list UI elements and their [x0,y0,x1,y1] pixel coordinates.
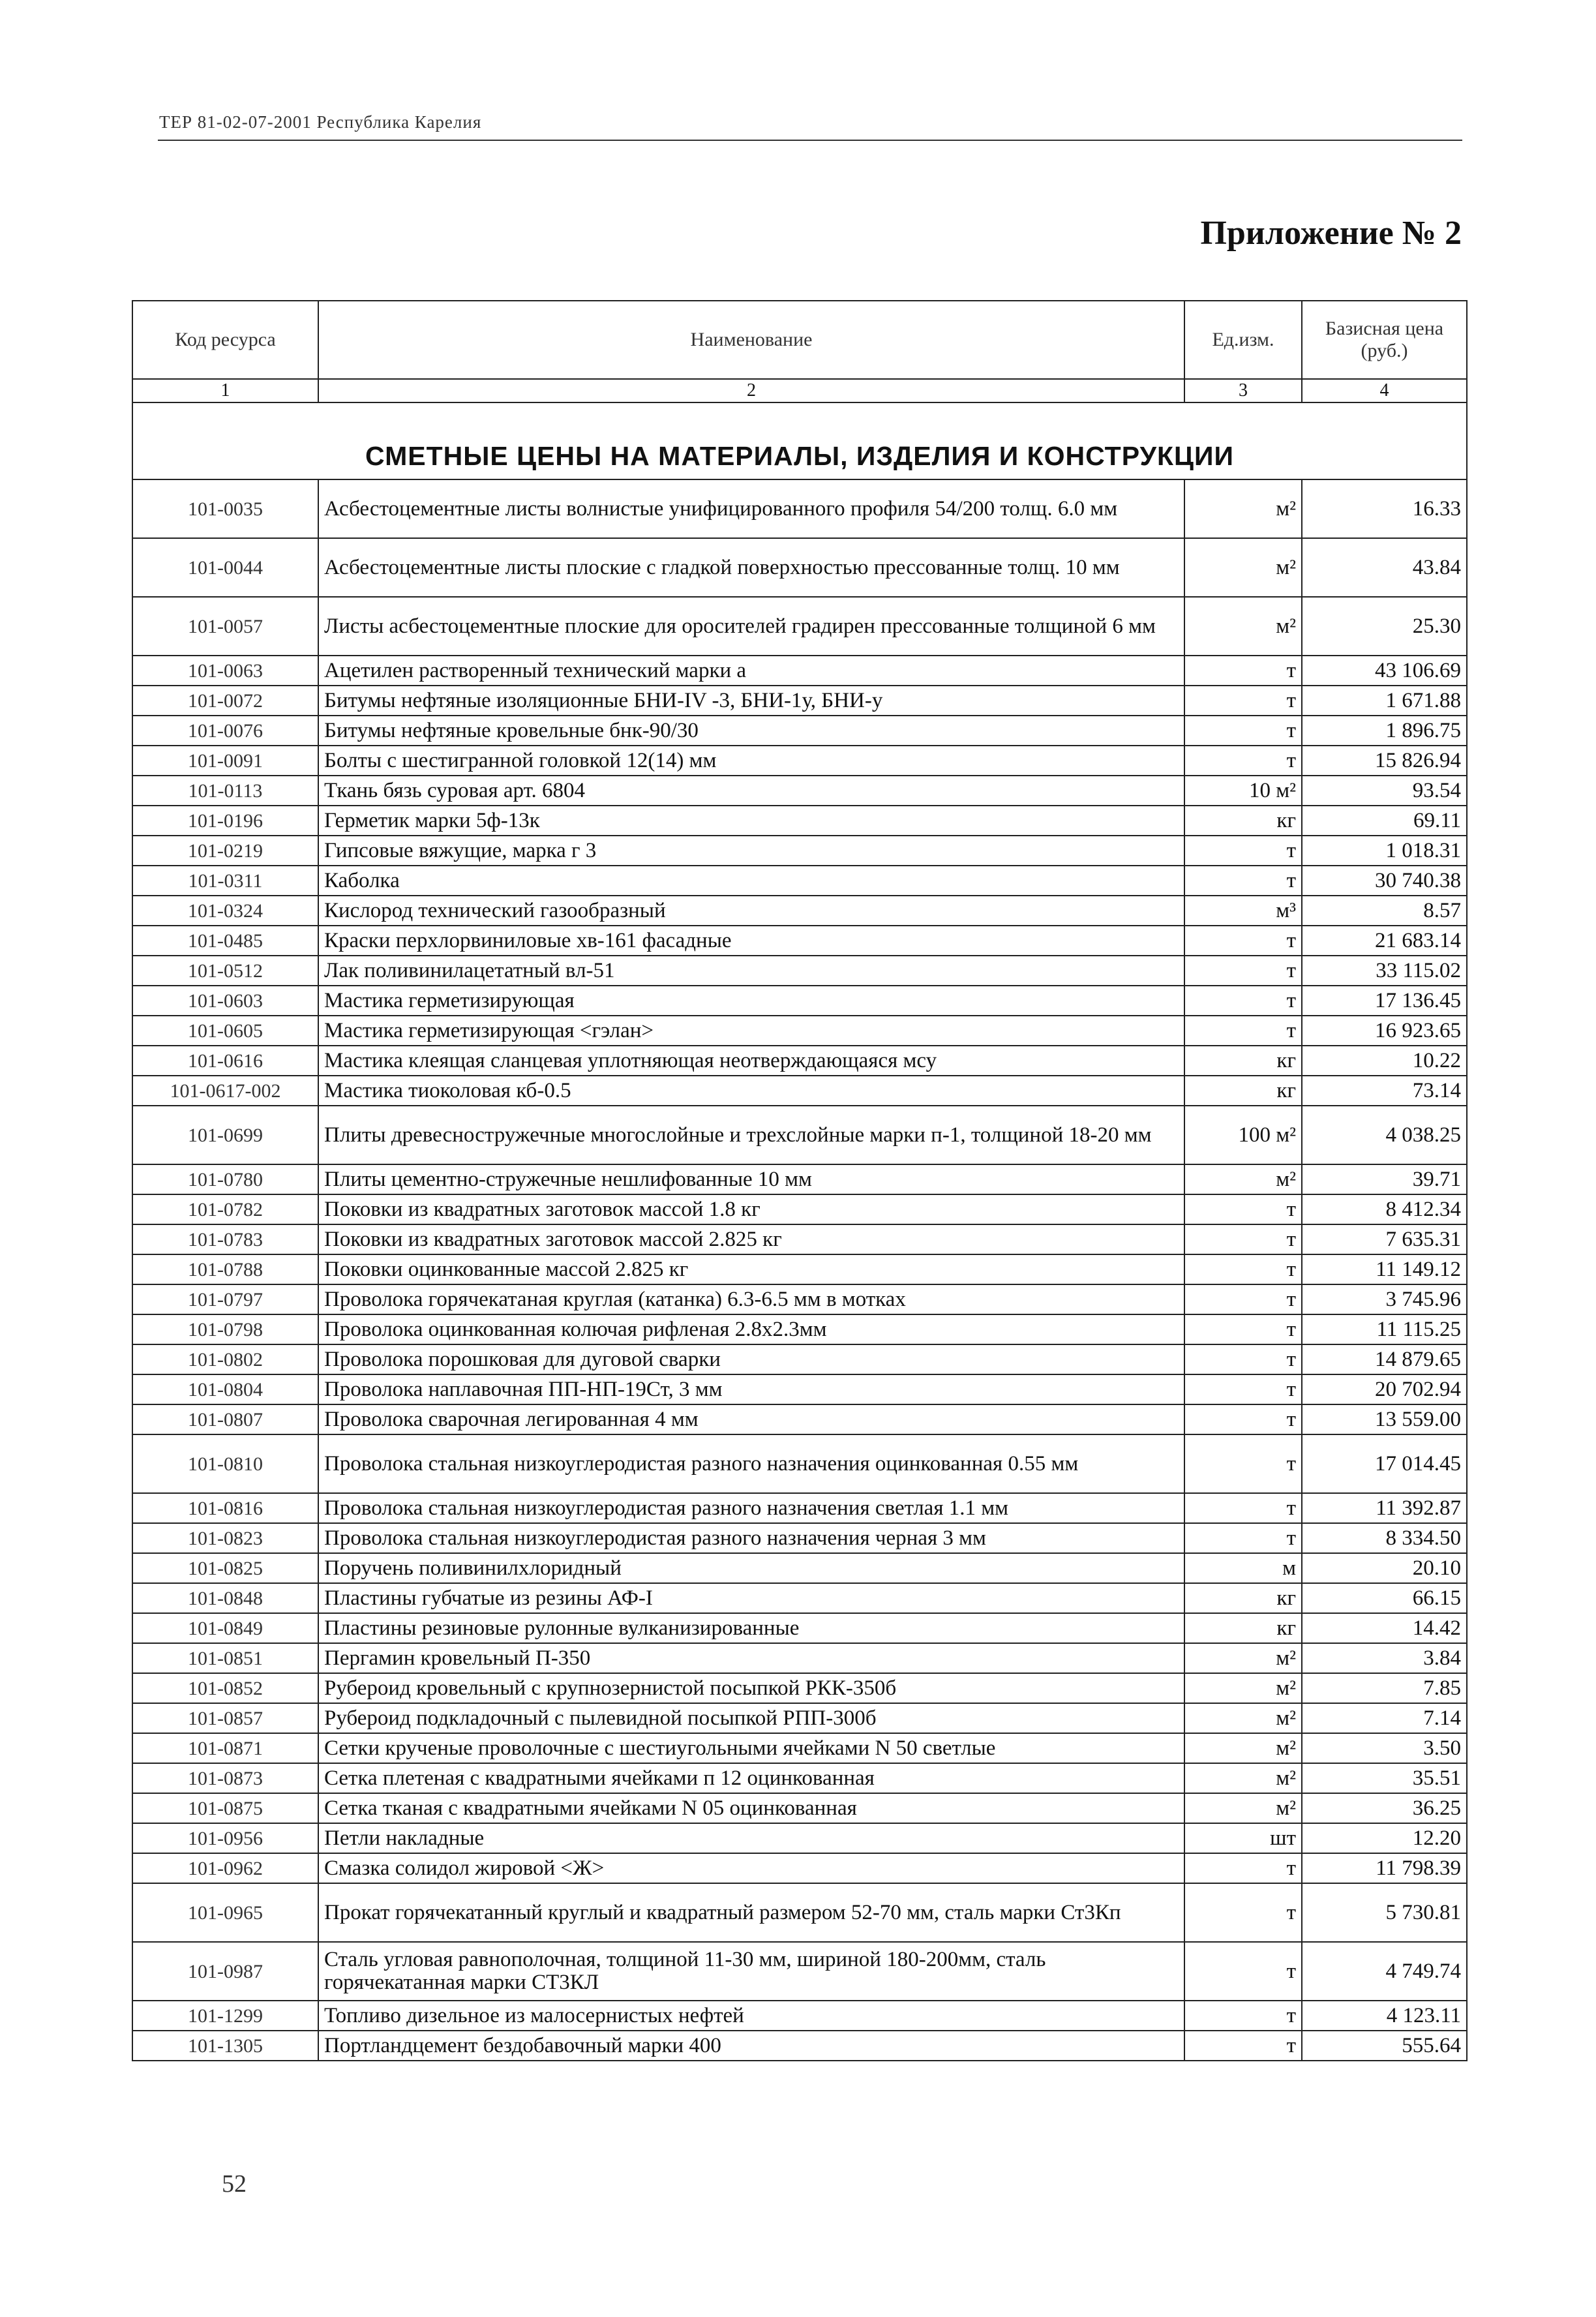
resource-name: Петли накладные [318,1823,1184,1853]
base-price: 20.10 [1302,1553,1467,1583]
resource-code: 101-0063 [132,656,318,686]
base-price: 7 635.31 [1302,1224,1467,1254]
base-price: 16.33 [1302,479,1467,538]
table-row [132,746,1467,776]
resource-name: Сталь угловая равнополочная, толщиной 11-30 мм, шириной 180-200мм, сталь горячекатанная марки СТ3КЛ [318,1942,1184,2001]
resource-name: Поковки оцинкованные массой 2.825 кг [318,1254,1184,1284]
unit-of-measure: м² [1184,1793,1302,1823]
base-price: 69.11 [1302,806,1467,836]
table-row [132,686,1467,716]
resource-code: 101-0076 [132,716,318,746]
header-rule [158,140,1462,141]
resource-name: Мастика клеящая сланцевая уплотняющая неотверждающаяся мсу [318,1046,1184,1076]
column-number-row [132,379,1467,402]
unit-of-measure: кг [1184,1613,1302,1643]
base-price: 30 740.38 [1302,866,1467,896]
table-row [132,1404,1467,1434]
resource-code: 101-0780 [132,1164,318,1194]
table-row [132,479,1467,538]
resource-code: 101-0848 [132,1583,318,1613]
unit-of-measure: т [1184,1254,1302,1284]
unit-of-measure: кг [1184,1583,1302,1613]
column-number: 4 [1302,379,1467,402]
resource-name: Лак поливинилацетатный вл-51 [318,956,1184,986]
resource-name: Смазка солидол жировой <Ж> [318,1853,1184,1883]
table-row [132,716,1467,746]
resource-name: Каболка [318,866,1184,896]
base-price: 43 106.69 [1302,656,1467,686]
base-price: 36.25 [1302,1793,1467,1823]
resource-code: 101-0956 [132,1823,318,1853]
resource-code: 101-0782 [132,1194,318,1224]
resource-code: 101-0699 [132,1106,318,1164]
header-price: Базисная цена (руб.) [1302,301,1467,379]
unit-of-measure: м [1184,1553,1302,1583]
unit-of-measure: т [1184,1016,1302,1046]
unit-of-measure: 10 м² [1184,776,1302,806]
table-row [132,1703,1467,1733]
base-price: 20 702.94 [1302,1374,1467,1404]
resource-name: Битумы нефтяные изоляционные БНИ-IV -3, БНИ-1у, БНИ-у [318,686,1184,716]
base-price: 8 334.50 [1302,1523,1467,1553]
resource-code: 101-0512 [132,956,318,986]
base-price: 11 798.39 [1302,1853,1467,1883]
table-row [132,538,1467,597]
unit-of-measure: кг [1184,1046,1302,1076]
table-row [132,806,1467,836]
table-row [132,1224,1467,1254]
resource-name: Проволока сварочная легированная 4 мм [318,1404,1184,1434]
table-row [132,1523,1467,1553]
base-price: 8.57 [1302,896,1467,926]
resource-name: Рубероид подкладочный с пылевидной посыпкой РПП-300б [318,1703,1184,1733]
unit-of-measure: т [1184,1344,1302,1374]
table-row [132,1853,1467,1883]
unit-of-measure: т [1184,686,1302,716]
table-row [132,1643,1467,1673]
table-row [132,1016,1467,1046]
resource-name: Сетки крученые проволочные с шестиугольными ячейками N 50 светлые [318,1733,1184,1763]
unit-of-measure: шт [1184,1823,1302,1853]
resource-name: Пергамин кровельный П-350 [318,1643,1184,1673]
table-row [132,1164,1467,1194]
table-row [132,1553,1467,1583]
resource-code: 101-0616 [132,1046,318,1076]
table-row [132,2031,1467,2061]
base-price: 10.22 [1302,1046,1467,1076]
unit-of-measure: м² [1184,1164,1302,1194]
resource-name: Проволока оцинкованная колючая рифленая 2.8х2.3мм [318,1314,1184,1344]
resource-name: Рубероид кровельный с крупнозернистой посыпкой РКК-350б [318,1673,1184,1703]
unit-of-measure: т [1184,1883,1302,1942]
resource-code: 101-0807 [132,1404,318,1434]
price-table-body [132,402,1467,2061]
base-price: 11 149.12 [1302,1254,1467,1284]
resource-name: Прокат горячекатанный круглый и квадратный размером 52-70 мм, сталь марки Ст3Кп [318,1883,1184,1942]
resource-name: Плиты древесностружечные многослойные и трехслойные марки п-1, толщиной 18-20 мм [318,1106,1184,1164]
base-price: 11 115.25 [1302,1314,1467,1344]
resource-name: Гипсовые вяжущие, марка г 3 [318,836,1184,866]
running-header: ТЕР 81-02-07-2001 Республика Карелия [159,112,482,132]
table-row [132,1883,1467,1942]
base-price: 17 136.45 [1302,986,1467,1016]
unit-of-measure: м² [1184,538,1302,597]
unit-of-measure: м² [1184,1643,1302,1673]
unit-of-measure: т [1184,986,1302,1016]
unit-of-measure: т [1184,866,1302,896]
table-row [132,776,1467,806]
base-price: 3.50 [1302,1733,1467,1763]
resource-name: Болты с шестигранной головкой 12(14) мм [318,746,1184,776]
unit-of-measure: т [1184,1314,1302,1344]
base-price: 14 879.65 [1302,1344,1467,1374]
table-row [132,1314,1467,1344]
unit-of-measure: м² [1184,1673,1302,1703]
base-price: 1 018.31 [1302,836,1467,866]
resource-code: 101-0044 [132,538,318,597]
table-row [132,1763,1467,1793]
resource-name: Сетка плетеная с квадратными ячейками п 12 оцинкованная [318,1763,1184,1793]
base-price: 33 115.02 [1302,956,1467,986]
base-price: 25.30 [1302,597,1467,656]
resource-name: Краски перхлорвиниловые хв-161 фасадные [318,926,1184,956]
unit-of-measure: т [1184,836,1302,866]
header-code: Код ресурса [132,301,318,379]
column-number: 3 [1184,379,1302,402]
unit-of-measure: м² [1184,597,1302,656]
resource-name: Асбестоцементные листы волнистые унифицированного профиля 54/200 толщ. 6.0 мм [318,479,1184,538]
resource-code: 101-0072 [132,686,318,716]
resource-name: Поковки из квадратных заготовок массой 2.825 кг [318,1224,1184,1254]
unit-of-measure: т [1184,1404,1302,1434]
unit-of-measure: т [1184,746,1302,776]
resource-code: 101-0857 [132,1703,318,1733]
resource-name: Проволока стальная низкоуглеродистая разного назначения светлая 1.1 мм [318,1493,1184,1523]
resource-code: 101-0965 [132,1883,318,1942]
unit-of-measure: т [1184,1523,1302,1553]
resource-code: 101-0057 [132,597,318,656]
base-price: 13 559.00 [1302,1404,1467,1434]
base-price: 555.64 [1302,2031,1467,2061]
unit-of-measure: м² [1184,1733,1302,1763]
resource-name: Битумы нефтяные кровельные бнк-90/30 [318,716,1184,746]
resource-code: 101-0324 [132,896,318,926]
base-price: 8 412.34 [1302,1194,1467,1224]
unit-of-measure: т [1184,1942,1302,2001]
base-price: 7.85 [1302,1673,1467,1703]
table-row [132,1613,1467,1643]
column-number: 1 [132,379,318,402]
resource-code: 101-0873 [132,1763,318,1793]
base-price: 5 730.81 [1302,1883,1467,1942]
unit-of-measure: м³ [1184,896,1302,926]
resource-code: 101-0987 [132,1942,318,2001]
resource-name: Портландцемент бездобавочный марки 400 [318,2031,1184,2061]
resource-code: 101-0851 [132,1643,318,1673]
unit-of-measure: т [1184,1224,1302,1254]
table-row [132,986,1467,1016]
resource-name: Поковки из квадратных заготовок массой 1.8 кг [318,1194,1184,1224]
unit-of-measure: т [1184,1493,1302,1523]
table-row [132,1493,1467,1523]
base-price: 66.15 [1302,1583,1467,1613]
section-title-row [132,402,1467,479]
resource-name: Пластины резиновые рулонные вулканизированные [318,1613,1184,1643]
resource-code: 101-0797 [132,1284,318,1314]
base-price: 39.71 [1302,1164,1467,1194]
resource-code: 101-0810 [132,1434,318,1493]
table-row [132,836,1467,866]
table-row [132,1583,1467,1613]
table-row [132,1942,1467,2001]
base-price: 4 038.25 [1302,1106,1467,1164]
resource-code: 101-0798 [132,1314,318,1344]
resource-code: 101-0871 [132,1733,318,1763]
resource-name: Плиты цементно-стружечные нешлифованные 10 мм [318,1164,1184,1194]
table-row [132,866,1467,896]
base-price: 35.51 [1302,1763,1467,1793]
table-row [132,1076,1467,1106]
resource-code: 101-0816 [132,1493,318,1523]
resource-code: 101-0802 [132,1344,318,1374]
unit-of-measure: т [1184,1284,1302,1314]
resource-name: Сетка тканая с квадратными ячейками N 05 оцинкованная [318,1793,1184,1823]
base-price: 12.20 [1302,1823,1467,1853]
header-name: Наименование [318,301,1184,379]
unit-of-measure: т [1184,2001,1302,2031]
base-price: 17 014.45 [1302,1434,1467,1493]
resource-code: 101-0311 [132,866,318,896]
unit-of-measure: м² [1184,479,1302,538]
section-title: СМЕТНЫЕ ЦЕНЫ НА МАТЕРИАЛЫ, ИЗДЕЛИЯ И КОНСТРУКЦИИ [132,402,1467,479]
resource-name: Поручень поливинилхлоридный [318,1553,1184,1583]
base-price: 16 923.65 [1302,1016,1467,1046]
table-row [132,1823,1467,1853]
table-row [132,1254,1467,1284]
resource-code: 101-0852 [132,1673,318,1703]
resource-name: Асбестоцементные листы плоские с гладкой поверхностью прессованные толщ. 10 мм [318,538,1184,597]
table-row [132,656,1467,686]
base-price: 93.54 [1302,776,1467,806]
base-price: 43.84 [1302,538,1467,597]
resource-code: 101-0875 [132,1793,318,1823]
base-price: 3 745.96 [1302,1284,1467,1314]
base-price: 11 392.87 [1302,1493,1467,1523]
table-row [132,1733,1467,1763]
page-number: 52 [222,2170,247,2198]
table-row [132,1374,1467,1404]
resource-name: Листы асбестоцементные плоские для оросителей градирен прессованные толщиной 6 мм [318,597,1184,656]
base-price: 1 671.88 [1302,686,1467,716]
unit-of-measure: т [1184,716,1302,746]
table-header-row [132,301,1467,379]
resource-name: Ацетилен растворенный технический марки а [318,656,1184,686]
table-row [132,1344,1467,1374]
table-row [132,926,1467,956]
resource-code: 101-0962 [132,1853,318,1883]
column-number: 2 [318,379,1184,402]
table-row [132,896,1467,926]
resource-name: Мастика герметизирующая <гэлан> [318,1016,1184,1046]
unit-of-measure: кг [1184,806,1302,836]
resource-code: 101-0849 [132,1613,318,1643]
unit-of-measure: 100 м² [1184,1106,1302,1164]
resource-code: 101-0804 [132,1374,318,1404]
resource-code: 101-0035 [132,479,318,538]
unit-of-measure: т [1184,2031,1302,2061]
base-price: 3.84 [1302,1643,1467,1673]
resource-name: Проволока наплавочная ПП-НП-19Ст, 3 мм [318,1374,1184,1404]
base-price: 14.42 [1302,1613,1467,1643]
table-row [132,1106,1467,1164]
resource-name: Ткань бязь суровая арт. 6804 [318,776,1184,806]
table-row [132,1793,1467,1823]
table-row [132,1194,1467,1224]
resource-code: 101-0788 [132,1254,318,1284]
table-row [132,1046,1467,1076]
base-price: 1 896.75 [1302,716,1467,746]
base-price: 15 826.94 [1302,746,1467,776]
resource-code: 101-0605 [132,1016,318,1046]
resource-name: Проволока стальная низкоуглеродистая разного назначения черная 3 мм [318,1523,1184,1553]
resource-code: 101-1299 [132,2001,318,2031]
resource-name: Кислород технический газообразный [318,896,1184,926]
unit-of-measure: т [1184,656,1302,686]
unit-of-measure: кг [1184,1076,1302,1106]
resource-name: Проволока порошковая для дуговой сварки [318,1344,1184,1374]
table-row [132,1434,1467,1493]
resource-name: Пластины губчатые из резины АФ-I [318,1583,1184,1613]
resource-code: 101-0219 [132,836,318,866]
resource-name: Проволока стальная низкоуглеродистая разного назначения оцинкованная 0.55 мм [318,1434,1184,1493]
unit-of-measure: т [1184,1434,1302,1493]
unit-of-measure: т [1184,1853,1302,1883]
table-row [132,597,1467,656]
resource-code: 101-0823 [132,1523,318,1553]
table-row [132,1673,1467,1703]
resource-code: 101-0196 [132,806,318,836]
table-row [132,956,1467,986]
unit-of-measure: м² [1184,1763,1302,1793]
table-row [132,1284,1467,1314]
base-price: 7.14 [1302,1703,1467,1733]
price-table [132,300,1468,2061]
unit-of-measure: м² [1184,1703,1302,1733]
resource-code: 101-0485 [132,926,318,956]
resource-code: 101-0603 [132,986,318,1016]
resource-code: 101-0617-002 [132,1076,318,1106]
appendix-title: Приложение № 2 [1200,215,1462,252]
unit-of-measure: т [1184,1194,1302,1224]
base-price: 73.14 [1302,1076,1467,1106]
base-price: 4 749.74 [1302,1942,1467,2001]
header-unit: Ед.изм. [1184,301,1302,379]
resource-code: 101-0825 [132,1553,318,1583]
table-row [132,2001,1467,2031]
base-price: 4 123.11 [1302,2001,1467,2031]
resource-name: Проволока горячекатаная круглая (катанка) 6.3-6.5 мм в мотках [318,1284,1184,1314]
resource-name: Мастика тиоколовая кб-0.5 [318,1076,1184,1106]
resource-code: 101-0783 [132,1224,318,1254]
unit-of-measure: т [1184,956,1302,986]
resource-name: Топливо дизельное из малосернистых нефтей [318,2001,1184,2031]
resource-code: 101-0091 [132,746,318,776]
resource-code: 101-1305 [132,2031,318,2061]
unit-of-measure: т [1184,1374,1302,1404]
base-price: 21 683.14 [1302,926,1467,956]
resource-code: 101-0113 [132,776,318,806]
resource-name: Мастика герметизирующая [318,986,1184,1016]
unit-of-measure: т [1184,926,1302,956]
resource-name: Герметик марки 5ф-13к [318,806,1184,836]
